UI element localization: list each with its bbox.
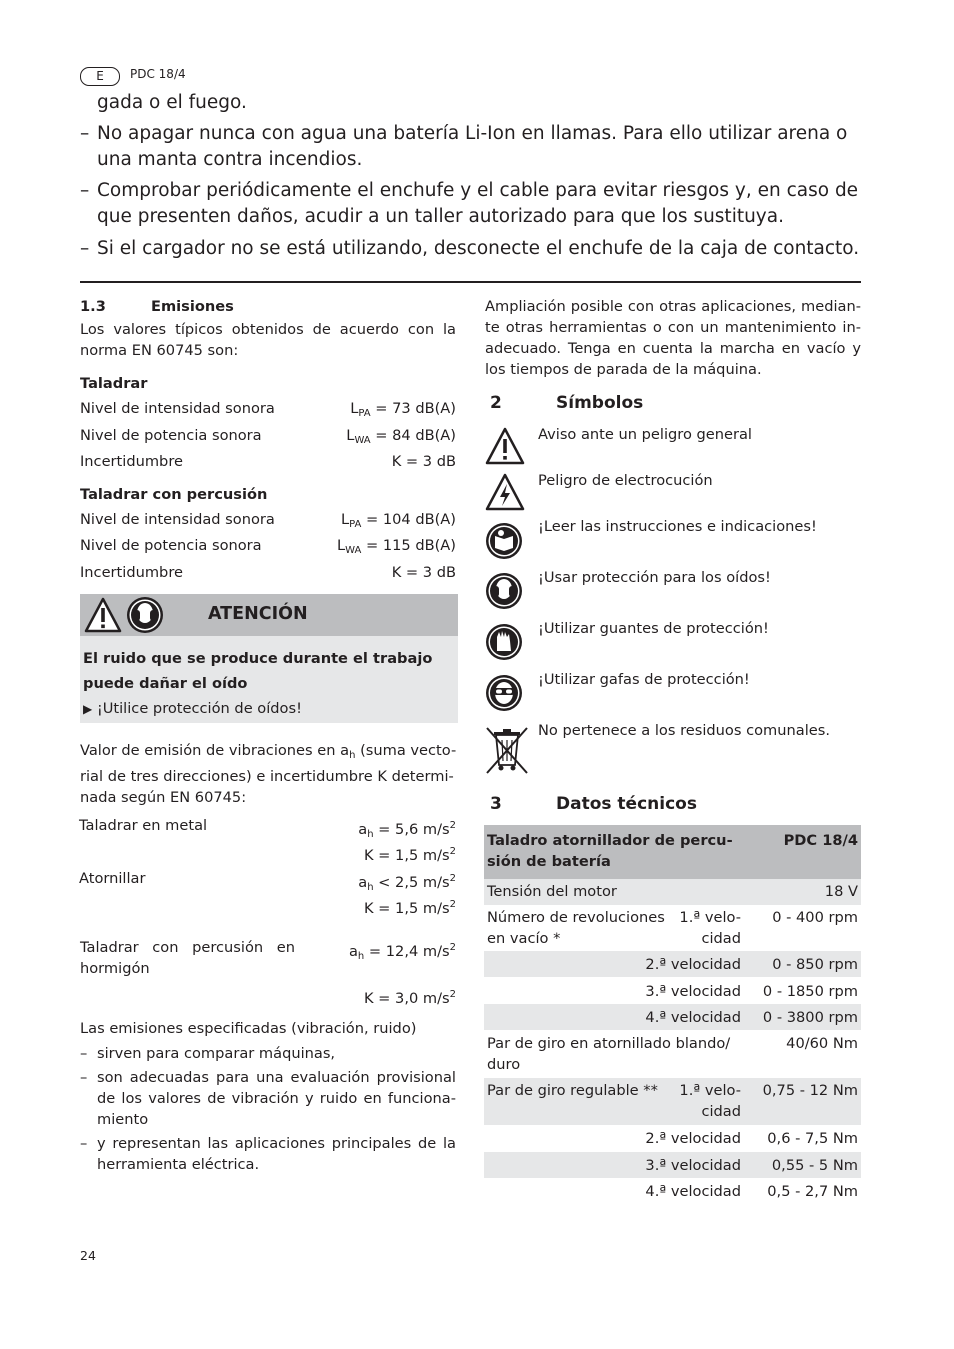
warning-title: ATENCIÓN: [208, 604, 308, 624]
arrow-icon: ▶: [83, 702, 93, 716]
warning-body: [80, 636, 458, 723]
intro-continuation: gada o el fuego.: [97, 92, 247, 113]
read-manual-icon: [485, 522, 523, 560]
drill-row: Nivel de intensidad sonora $L_{PA} = 73$ dB(A): [80, 400, 456, 419]
model-label: PDC 18/4: [130, 67, 186, 81]
symbol-text: Aviso ante un peligro general: [538, 426, 752, 443]
vib-label-screw: Atornillar: [79, 870, 146, 887]
tech-num: 3: [490, 794, 502, 814]
vib-label-metal: Taladrar en metal: [79, 817, 208, 834]
page-number: 24: [80, 1248, 96, 1263]
drill-title: Taladrar: [80, 375, 148, 392]
table-header: Taladro atornillador de percu- sión de batería PDC 18/4: [484, 825, 861, 879]
symbol-text: ¡Utilizar gafas de protección!: [538, 671, 750, 688]
warning-action: ▶ ¡Utilice protección de oídos!: [83, 700, 302, 717]
vib-k-concrete: K = 3,0 $m/s^2$: [363, 989, 456, 1007]
warning-header: [80, 594, 458, 636]
vib-a-concrete: $a_h = 12,4$ $m/s^2$: [348, 942, 456, 962]
hammer-title: Taladrar con percusión: [80, 486, 268, 503]
warning-triangle-icon: [84, 597, 122, 633]
vibration-intro: Valor de emisión de vibraciones en $a_h$ (suma vecto- rial de tres direcciones) e incertidumbre K determi- nada según EN 60745:: [80, 742, 457, 806]
vib-label-concrete: Taladrar con percusión en hormigón: [80, 939, 295, 977]
hammer-row: Nivel de potencia sonora $L_{WA} = 115$ dB(A): [80, 537, 456, 556]
symbol-text: ¡Utilizar guantes de protección!: [538, 620, 769, 637]
notes-title: Las emisiones especificadas (vibración, ruido): [80, 1020, 417, 1037]
drill-row: Nivel de potencia sonora $L_{WA} = 84$ dB(A): [80, 427, 456, 446]
table-row: 2.ª velocidad 0,6 - 7,5 Nm: [645, 1130, 858, 1147]
symbol-text: No pertenece a los residuos comunales.: [538, 722, 830, 739]
vib-k-screw: K = 1,5 $m/s^2$: [363, 899, 456, 917]
warning-line-1: El ruido que se produce durante el trabajo: [83, 650, 433, 667]
table-row: Número de revoluciones en vacío * 1.ª velo-cidad 0 - 400 rpm: [487, 909, 858, 947]
note-item: – y representan las aplicaciones principales de la herramienta eléctrica.: [80, 1135, 456, 1173]
crossed-bin-icon: [485, 725, 529, 775]
warning-line-2: puede dañar el oído: [83, 675, 248, 692]
symbol-text: Peligro de electrocución: [538, 472, 713, 489]
note-item: – son adecuadas para una evaluación provisional de los valores de vibración y ruido en funciona-miento: [80, 1069, 456, 1128]
goggles-icon: [485, 674, 523, 712]
emissions-num: 1.3: [80, 298, 106, 315]
gloves-icon: [485, 623, 523, 661]
symbols-num: 2: [490, 393, 502, 413]
intro-bullet-2: – Comprobar periódicamente el enchufe y el cable para evitar riesgos y, en caso de que presenten daños, acudir a un taller autorizado para que los sustituya.: [80, 180, 859, 227]
language-badge: E: [80, 67, 120, 86]
intro-bullet-1: – No apagar nunca con agua una batería Li-Ion en llamas. Para ello utilizar arena o una manta contra incendios.: [80, 123, 848, 170]
vib-a-metal: $a_h = 5,6$ $m/s^2$: [358, 820, 456, 840]
intro-bullet-3: – Si el cargador no se está utilizando, desconecte el enchufe de la caja de contacto.: [80, 238, 860, 259]
warning-triangle-icon: [485, 426, 525, 466]
vib-k-metal: K = 1,5 $m/s^2$: [363, 846, 456, 864]
symbols-title: Símbolos: [556, 393, 644, 413]
table-row: 4.ª velocidad 0 - 3800 rpm: [484, 1004, 861, 1030]
emissions-intro: Los valores típicos obtenidos de acuerdo con la norma EN 60745 son:: [80, 321, 456, 359]
symbol-text: ¡Usar protección para los oídos!: [538, 569, 771, 586]
drill-row: Incertidumbre K = 3 dB: [80, 453, 456, 470]
table-row: 3.ª velocidad 0,55 - 5 Nm: [484, 1152, 861, 1178]
ear-protection-icon: [485, 572, 523, 610]
ear-protection-icon: [126, 596, 164, 634]
note-item: – sirven para comparar máquinas,: [80, 1045, 336, 1062]
electric-hazard-icon: [485, 472, 525, 512]
table-row: Par de giro regulable ** 1.ª velo-cidad 0,75 - 12 Nm: [484, 1078, 861, 1125]
table-row: Par de giro en atornillado blando/ duro 40/60 Nm: [487, 1035, 858, 1073]
table-row: 2.ª velocidad 0 - 850 rpm: [484, 951, 861, 977]
right-intro: Ampliación posible con otras aplicaciones, median-te otras herramientas o con un mantenimiento in-adecuado. Tenga en cuenta la marcha en vacío y los tiempos de parada de la máquina.: [485, 298, 861, 378]
table-row: Tensión del motor 18 V: [484, 879, 861, 905]
vib-a-screw: $a_h < 2,5$ $m/s^2$: [358, 873, 456, 893]
table-row: 3.ª velocidad 0 - 1850 rpm: [645, 983, 858, 1000]
symbol-text: ¡Leer las instrucciones e indicaciones!: [538, 518, 817, 535]
emissions-title: Emisiones: [151, 298, 234, 315]
hammer-row: Incertidumbre K = 3 dB: [80, 564, 456, 581]
table-row: 4.ª velocidad 0,5 - 2,7 Nm: [645, 1183, 858, 1200]
hammer-row: Nivel de intensidad sonora $L_{PA} = 104$ dB(A): [80, 511, 456, 530]
section-divider: [80, 281, 861, 283]
tech-title: Datos técnicos: [556, 794, 697, 814]
